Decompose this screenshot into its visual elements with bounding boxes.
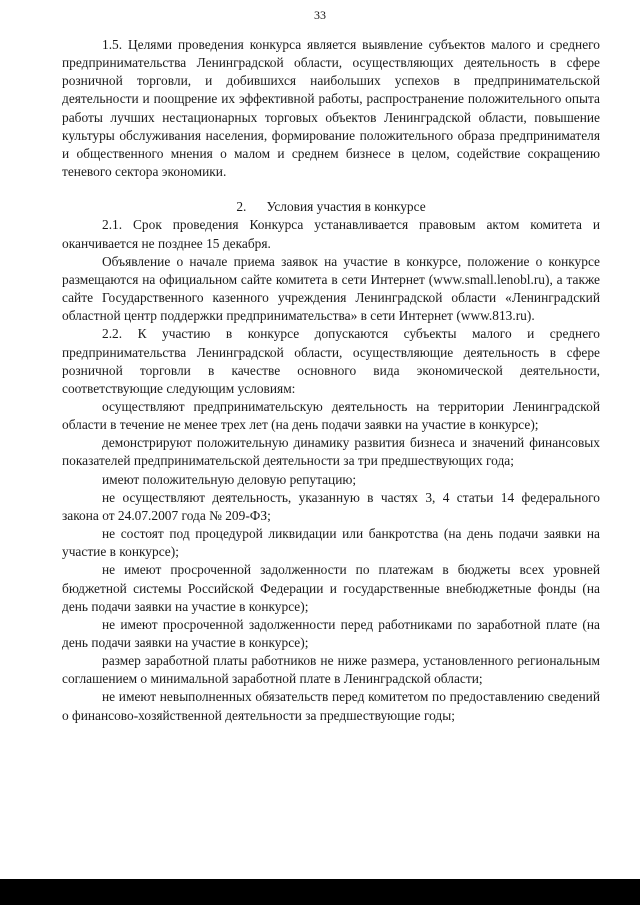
paragraph-2-1: 2.1. Срок проведения Конкурса устанавливается правовым актом комитета и оканчивается не позднее 15 декабря. — [62, 217, 600, 251]
condition-item: не осуществляют деятельность, указанную в частях 3, 4 статьи 14 федерального закона от 24.07.2007 года № 209-ФЗ; — [62, 489, 600, 523]
condition-item: не состоят под процедурой ликвидации или банкротства (на день подачи заявки на участие в конкурсе); — [62, 526, 600, 560]
condition-item: демонстрируют положительную динамику развития бизнеса и значений финансовых показателей предпринимательской деятельности за три предшествующих года; — [62, 435, 600, 469]
paragraph-1-5: 1.5. Целями проведения конкурса является выявление субъектов малого и среднего предпринимательства Ленинградской области, осуществляющих деятельность в сфере розничной торговли, и добившихся наибольших успехов в предпринимательской деятельности и поощрение их эффективной работы, распространение положительного опыта работы лучших нестационарных торговых объектов Ленинградской области, повышение культуры обслуживания населения, формирование положительного образа предпринимателя и общественного мнения о малом и среднем бизнесе в целом, содействие сокращению теневого сектора экономики. — [62, 37, 600, 180]
condition-item: не имеют просроченной задолженности перед работниками по заработной плате (на день подачи заявки на участие в конкурсе); — [62, 616, 600, 650]
page-number: 33 — [314, 8, 326, 22]
document-body — [62, 36, 600, 725]
scan-bottom-border — [0, 879, 640, 905]
condition-item: не имеют невыполненных обязательств перед комитетом по предоставлению сведений о финансово-хозяйственной деятельности за предшествующие годы; — [62, 689, 600, 723]
condition-item: осуществляют предпринимательскую деятельность на территории Ленинградской области в течение не менее трех лет (на день подачи заявки на участие в конкурсе); — [62, 398, 600, 433]
paragraph-announcement: Объявление о начале приема заявок на участие в конкурсе, положение о конкурсе размещаются на официальном сайте комитета в сети Интернет (www.small.lenobl.ru), а также сайте Государственного казенного учреждения Ленинградской области «Ленинградский областной центр поддержки предпринимательства» в сети Интернет (www.813.ru). — [62, 253, 600, 324]
condition-item: размер заработной платы работников не ниже размера, установленного региональным соглашением о минимальной заработной плате в Ленинградской области; — [62, 653, 600, 687]
paragraph-2-2: 2.2. К участию в конкурсе допускаются субъекты малого и среднего предпринимательства Ленинградской области, осуществляющие деятельность в сфере розничной торговли в качестве основного вида экономической деятельности, соответствующие следующим условиям: — [62, 326, 600, 396]
section-2-heading: 2. Условия участия в конкурсе — [236, 199, 426, 215]
section-spacer — [62, 181, 600, 197]
condition-item: не имеют просроченной задолженности по платежам в бюджеты всех уровней бюджетной системы Российской Федерации и государственные внебюджетные фонды (на день подачи заявки на участие в конкурсе); — [62, 562, 600, 614]
condition-item: имеют положительную деловую репутацию; — [102, 471, 357, 487]
